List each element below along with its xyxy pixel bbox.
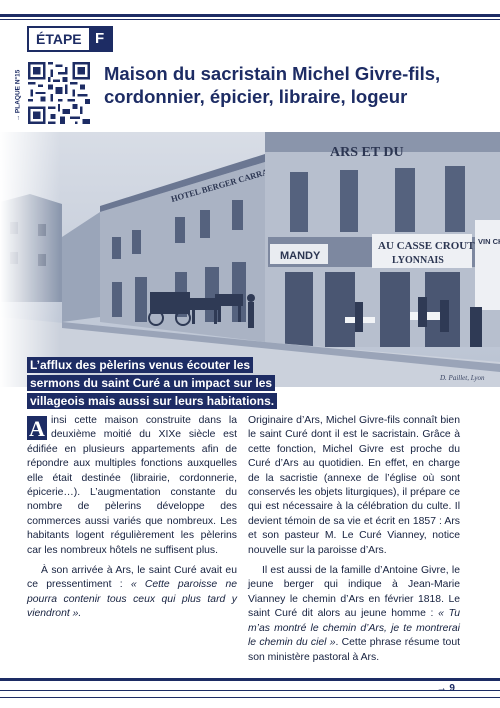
plaque-label: → PLAQUE N°15: [14, 69, 22, 122]
plaque-number: [10, 70, 22, 130]
left-paragraph-1: insi cette maison construite dans la deuxième moitié du XIXe siècle est édifiée en plusieurs appartements afin de répondre aux multiples fonctions auxquelles elle était destinée (librairie, cordonnerie, épicerie…). L’augmentation constante du nombre de pèlerins développe des commerces aussi variés que nombreux. Les habitants logent régulièrement les pèlerins car les nombreux hôtels ne suffisent plus.: [27, 415, 237, 556]
page-title: Maison du sacristain Michel Givre-fils, cordonnier, épicier, libraire, logeur: [104, 63, 441, 107]
etape-label: ÉTAPE: [29, 28, 89, 50]
right-paragraph-1: Originaire d’Ars, Michel Givre-fils connaît bien le saint Curé dont il est le sacristain. Grâce à cette fonction, Michel Givre est proche du Curé d’Ars au quotidien. En effet, en charge de la sacristie (annexe de l’église où sont conservés les objets liturgiques), il prépare ce qui est nécessaire à la célébration du culte. Il devient témoin de sa vie et écrit en 1857 : Ars et son pasteur M. Le Curé Vianney, notice nouvelle sur la paroisse d’Ars.: [248, 415, 460, 556]
drop-cap: A: [27, 416, 47, 440]
right-column: [248, 414, 460, 665]
etape-badge: [27, 26, 113, 52]
top-rule: [0, 14, 500, 17]
photo-caption-text: L’afflux des pèlerins venus écouter les sermons du saint Curé a un impact sur les villageois mais aussi sur leurs habitations.: [27, 357, 277, 409]
photo-caption: [27, 356, 282, 410]
top-rule-thin: [0, 19, 500, 20]
left-quote: « Cette paroisse ne pourra contenir tous ceux qui plus tard y viendront ».: [27, 579, 237, 620]
page-number: → 9: [436, 683, 455, 694]
qr-code[interactable]: [28, 62, 90, 124]
right-paragraph-2-end: . Cette phrase résume tout son ministère pastoral à Ars.: [248, 637, 460, 663]
left-column: [27, 414, 237, 622]
footer-rule-thin: [0, 690, 500, 691]
historic-street-photo: [0, 132, 500, 387]
right-quote: « Tu m’as montré le chemin d’Ars, je te montrerai le chemin du ciel »: [248, 608, 460, 649]
footer-rule: [0, 678, 500, 681]
footer-rule-thin-2: [0, 697, 500, 698]
left-paragraph-2: À son arrivée à Ars, le saint Curé avait eu ce pressentiment :: [27, 565, 237, 591]
right-paragraph-2: Il est aussi de la famille d’Antoine Givre, le jeune berger qui indique à Jean-Marie Vianney le chemin d’Ars en février 1818. Le saint Curé dit alors au jeune homme :: [248, 565, 460, 620]
etape-letter: F: [89, 28, 111, 50]
